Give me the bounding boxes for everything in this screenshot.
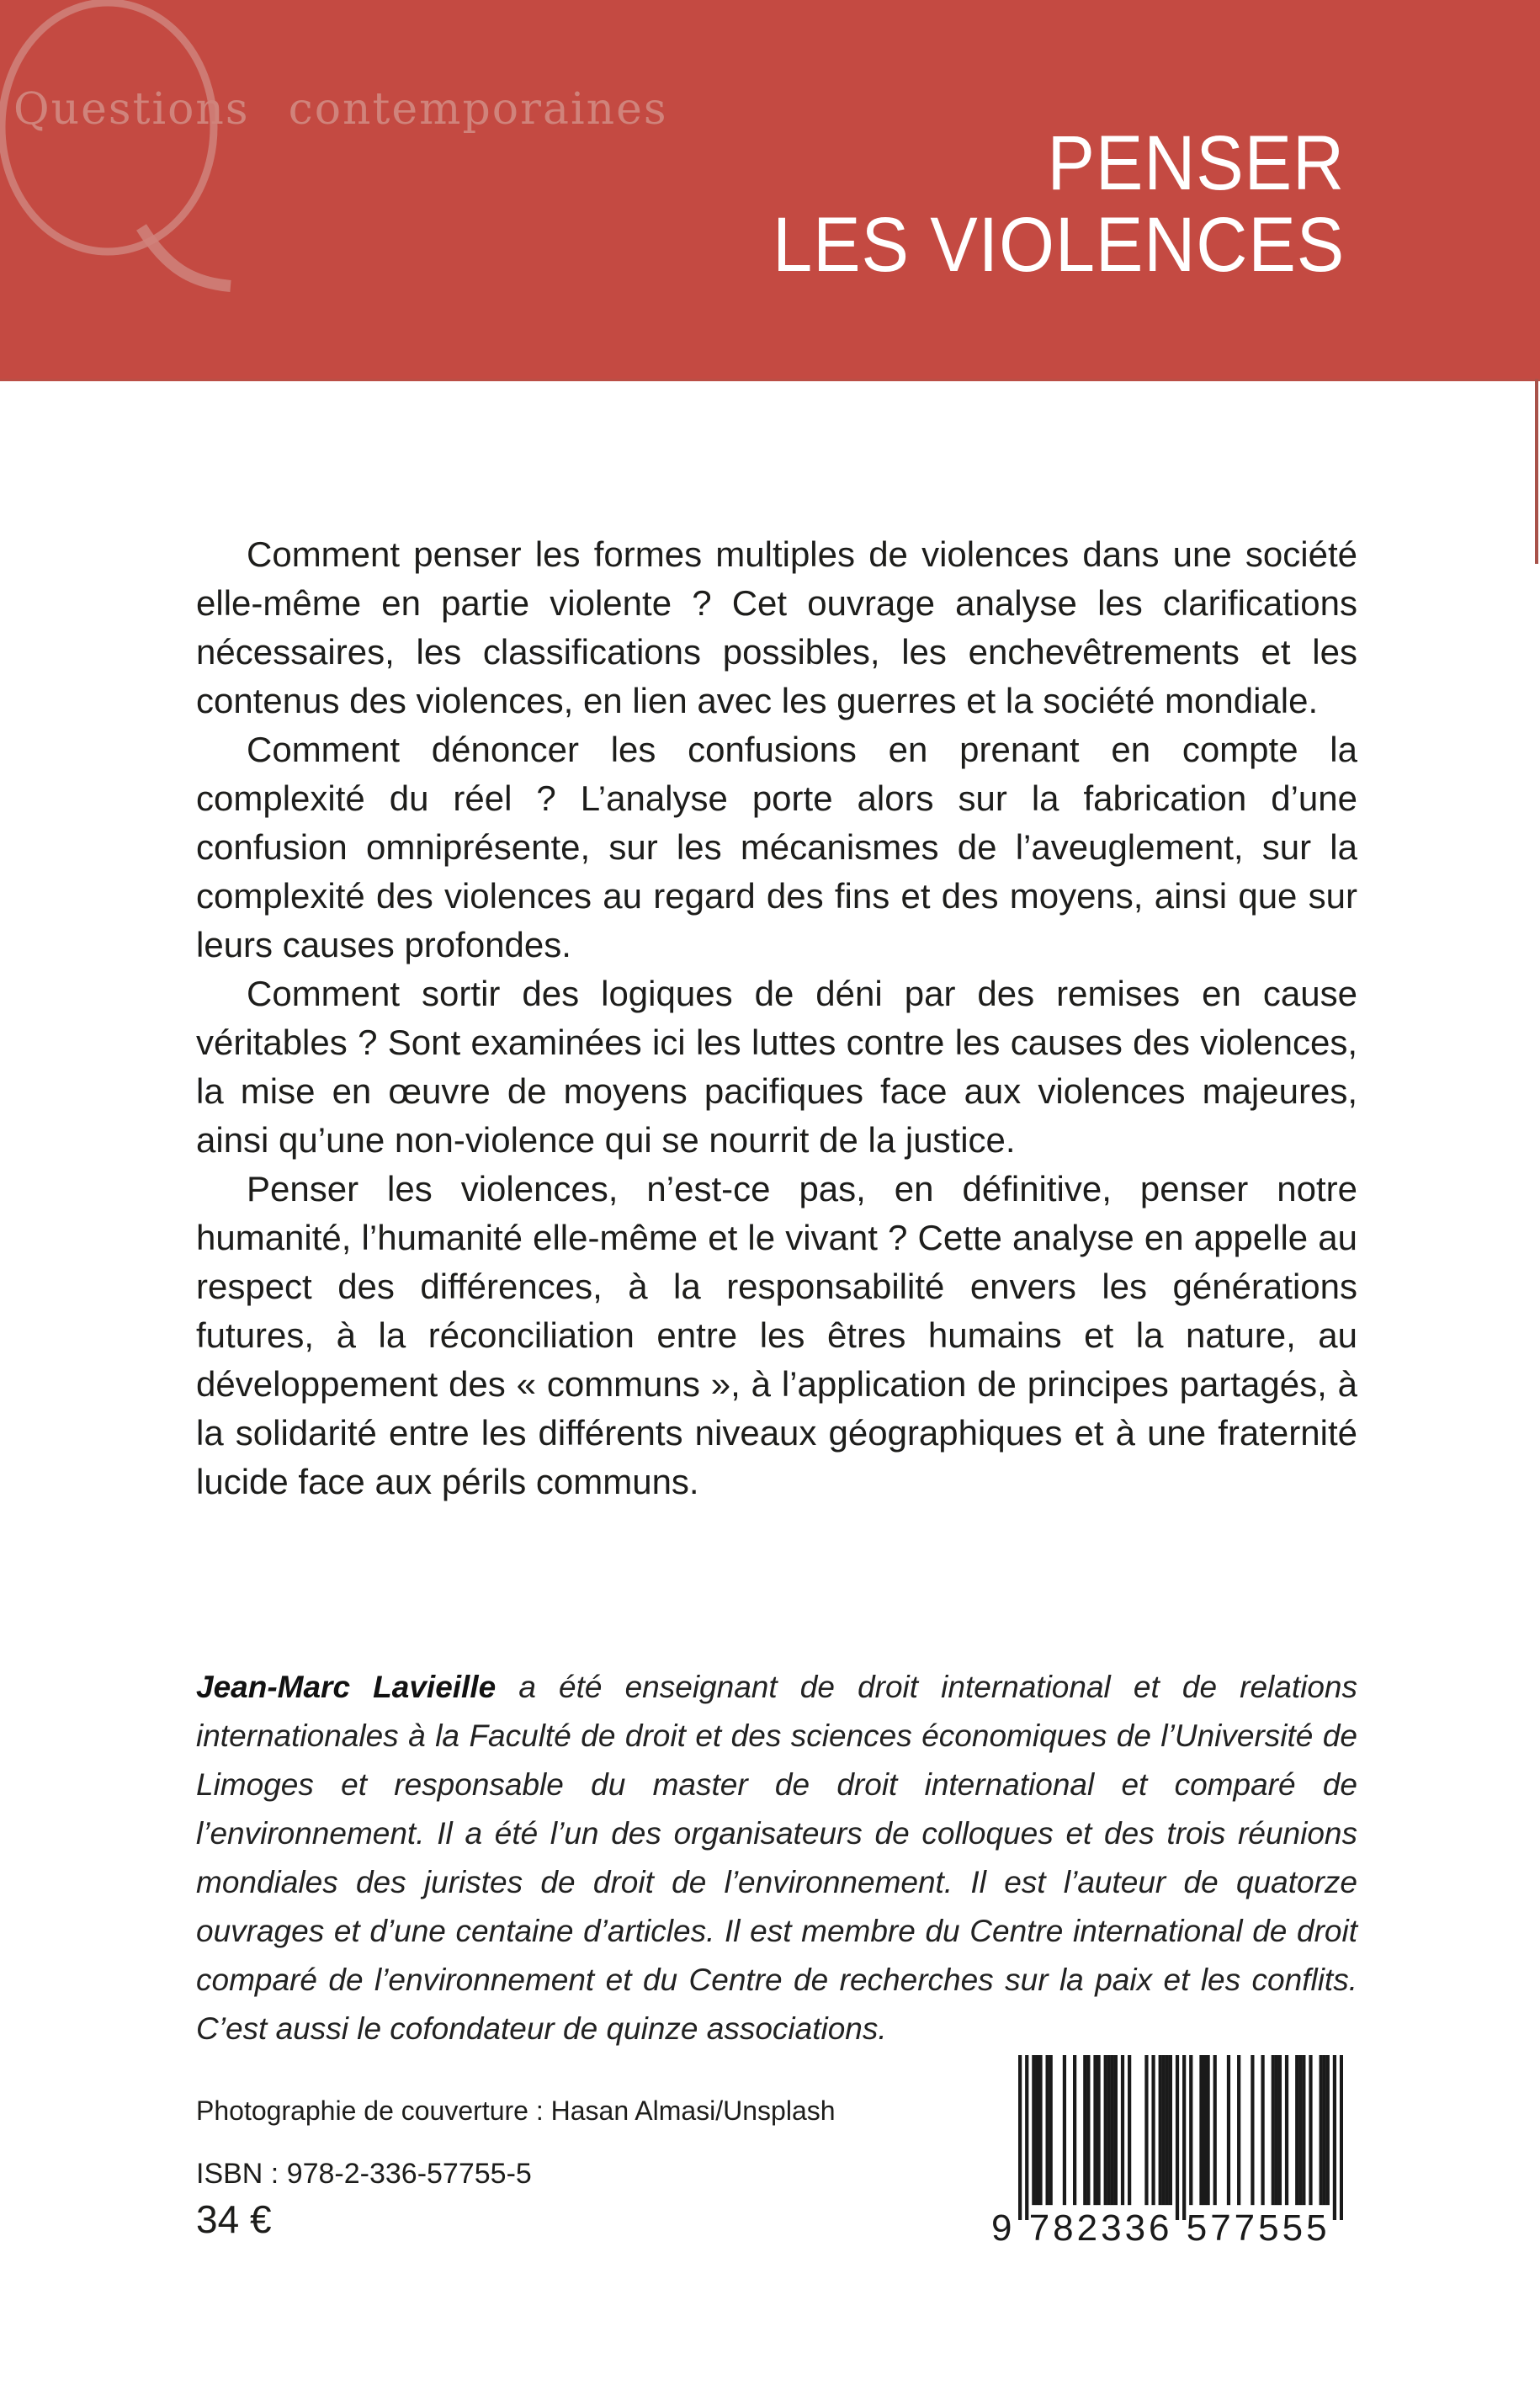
collection-word-questions: Questions <box>13 84 250 135</box>
author-bio <box>196 1663 1357 2053</box>
barcode-digits: 9 782336 577555 <box>991 2207 1330 2249</box>
synopsis-paragraph-1: Comment penser les formes multiples de violences dans une société elle-même en partie violente ? Cet ouvrage analyse les clarifications nécessaires, les classifications possibles, les enchevêtrements et les contenus des violences, en lien avec les guerres et la société mondiale. <box>196 534 1357 720</box>
author-name: Jean-Marc Lavieille <box>196 1670 497 1704</box>
author-bio-text: a été enseignant de droit international et de relations internationales à la Faculté de droit et des sciences économiques de l’Université de Limoges et responsable du master de droit international et comparé de l’environnement. Il a été l’un des organisateurs de colloques et des trois réunions mondiales des juristes de droit de l’environnement. Il est l’auteur de quatorze ouvrages et d’une centaine d’articles. Il est membre du Centre international de droit comparé de l’environnement et du Centre de recherches sur la paix et les conflits. C’est aussi le cofondateur de quinze associations. <box>196 1670 1358 2046</box>
q-logo-icon <box>0 0 252 303</box>
collection-name <box>13 82 668 136</box>
synopsis-paragraph-2: Comment dénoncer les confusions en prenant en compte la complexité du réel ? L’analyse porte alors sur la fabrication d’une confusion omniprésente, sur les mécanismes de l’aveuglement, sur la complexité des violences au regard des fins et des moyens, ainsi que sur leurs causes profondes. <box>196 730 1357 964</box>
barcode <box>991 2055 1362 2257</box>
synopsis-paragraph-3: Comment sortir des logiques de déni par des remises en cause véritables ? Sont examinées ici les luttes contre les causes des violences, la mise en œuvre de moyens pacifiques face aux violences majeures, ainsi qu’une non-violence qui se nourrit de la justice. <box>196 974 1357 1160</box>
book-title-line2: LES VIOLENCES <box>773 202 1345 288</box>
isbn-text: ISBN : 978-2-336-57755-5 <box>196 2158 532 2190</box>
scan-edge-artifact <box>1535 379 1538 564</box>
photo-credit: Photographie de couverture : Hasan Almasi/Unsplash <box>196 2096 836 2126</box>
synopsis-paragraph-4: Penser les violences, n’est-ce pas, en définitive, penser notre humanité, l’humanité elle-même et le vivant ? Cette analyse en appelle au respect des différences, à la responsabilité envers les générations futures, à la réconciliation entre les êtres humains et la nature, au développement des « communs », à l’application de principes partagés, à la solidarité entre les différents niveaux géographiques et à une fraternité lucide face aux périls communs. <box>196 1169 1357 1501</box>
book-title <box>773 120 1345 288</box>
synopsis <box>196 530 1357 1506</box>
collection-word-contemporaines: contemporaines <box>288 84 668 135</box>
author-bio-paragraph <box>196 1663 1357 2053</box>
book-title-line1: PENSER <box>1047 120 1345 206</box>
barcode-bars-icon <box>1018 2055 1343 2220</box>
banner <box>0 0 1540 381</box>
price-text: 34 € <box>196 2197 272 2241</box>
